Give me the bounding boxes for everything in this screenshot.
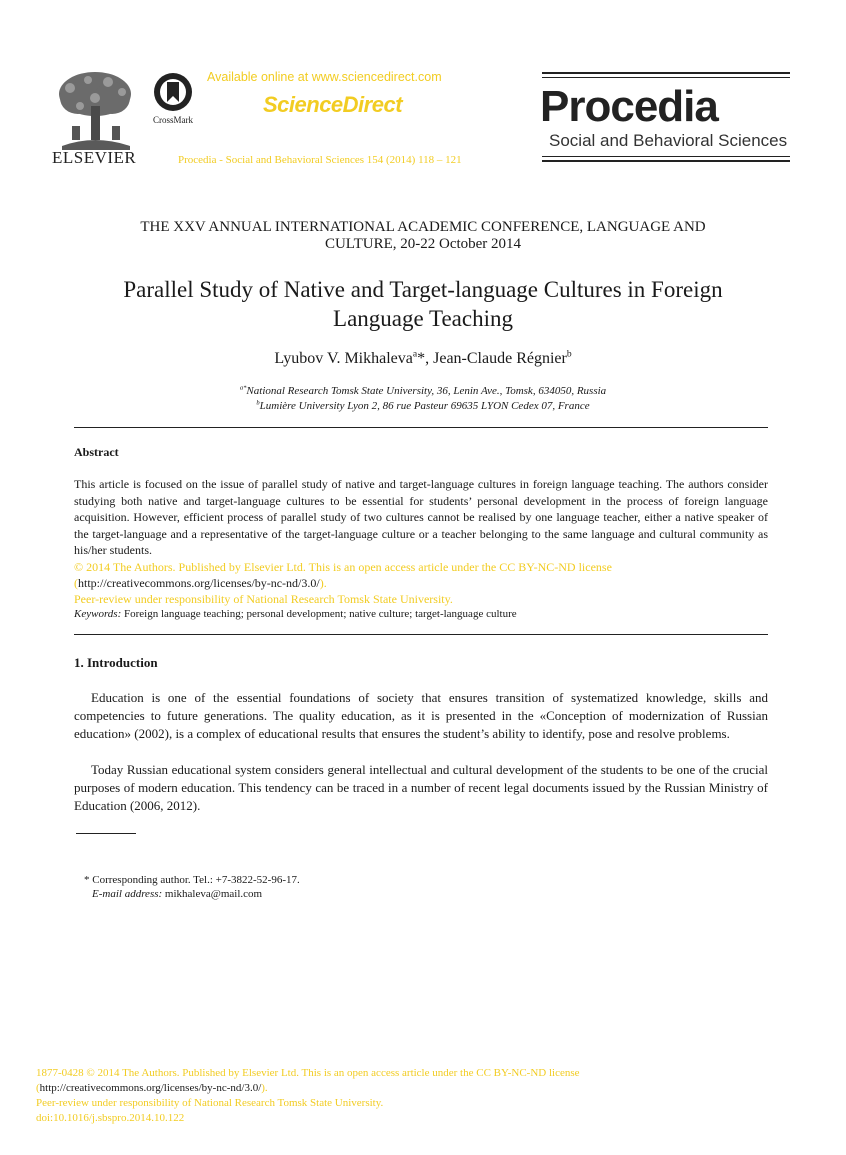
abstract-heading: Abstract xyxy=(74,445,119,459)
affiliation-b: $^b$Lumière University Lyon 2, 86 rue Pasteur 69635 LYON Cedex 07, France xyxy=(256,399,590,412)
sciencedirect-logo[interactable]: ScienceDirect xyxy=(263,92,403,117)
affiliation-b-sup: b xyxy=(256,399,260,407)
affiliation-a-sup: a* xyxy=(239,384,247,392)
paper-title xyxy=(60,275,786,333)
paper-title-line-2: Language Teaching xyxy=(333,306,513,331)
journal-reference: Procedia - Social and Behavioral Sciences 154 (2014) 118 – 121 xyxy=(178,154,462,166)
procedia-top-rule-2 xyxy=(542,77,790,78)
conference-line-1: THE XXV ANNUAL INTERNATIONAL ACADEMIC CONFERENCE, LANGUAGE AND xyxy=(140,219,706,235)
footer-license-line: 1877-0428 © 2014 The Authors. Published by Elsevier Ltd. This is an open access article under the CC BY-NC-ND license xyxy=(36,1067,580,1079)
introduction-paragraph-1: Education is one of the essential foundations of society that ensures transition of systematized knowledge, skills and competencies to future generations. The quality education, as it is presented in the «Conception of modernization of Russian education» (2002), is a complex of educational results that ensures the student’s ability to identify, pose and resolve problems. xyxy=(74,690,768,741)
author-1-sup: a xyxy=(412,348,418,360)
footer-doi[interactable]: doi:10.1016/j.sbspro.2014.10.122 xyxy=(36,1112,185,1124)
footer xyxy=(36,1066,736,1126)
footnote-corresponding: * Corresponding author. Tel.: +7-3822-52-96-17. xyxy=(84,874,300,886)
footer-peer-review: Peer-review under responsibility of National Research Tomsk State University. xyxy=(36,1097,384,1109)
license-link[interactable]: http://creativecommons.org/licenses/by-nc-nd/3.0/ xyxy=(78,576,320,590)
footnote-email-label: E-mail address: xyxy=(92,888,163,900)
footer-license-link[interactable]: http://creativecommons.org/licenses/by-nc-nd/3.0/ xyxy=(39,1082,262,1094)
conference-line-2: CULTURE, 20-22 October 2014 xyxy=(324,236,522,252)
available-online-text[interactable]: Available online at www.sciencedirect.com xyxy=(207,70,442,84)
footnote-email[interactable]: mikhaleva@mail.com xyxy=(162,888,263,900)
crossmark-icon xyxy=(153,72,193,112)
abstract-peer-review: Peer-review under responsibility of National Research Tomsk State University. xyxy=(74,592,453,606)
introduction-heading: 1. Introduction xyxy=(74,655,158,670)
keywords-list: Foreign language teaching; personal development; native culture; target-language culture xyxy=(121,608,517,620)
introduction-paragraph-2: Today Russian educational system considers general intellectual and cultural development of the students to be one of the crucial purposes of modern education. This tendency can be traced in a number of recent legal documents issued by the Russian Ministry of Education (2006, 2012). xyxy=(74,762,768,813)
procedia-bottom-rule xyxy=(542,156,790,157)
crossmark-badge[interactable] xyxy=(148,72,198,124)
abstract-bottom-rule xyxy=(74,634,768,635)
crossmark-label: CrossMark xyxy=(153,115,193,125)
elsevier-logo xyxy=(50,68,140,168)
footnote xyxy=(84,873,300,901)
paper-title-line-1: Parallel Study of Native and Target-language Cultures in Foreign xyxy=(123,277,723,302)
author-1: Lyubov V. Mikhaleva xyxy=(274,350,413,367)
abstract-copyright: © 2014 The Authors. Published by Elsevier Ltd. This is an open access article under the CC BY-NC-ND license xyxy=(74,560,612,574)
procedia-top-rule xyxy=(542,72,790,74)
elsevier-wordmark: ELSEVIER xyxy=(52,148,137,167)
procedia-bottom-rule-2 xyxy=(542,160,790,162)
keywords-label: Keywords: xyxy=(74,608,122,620)
affiliation-a: $^{a*}$National Research Tomsk State University, 36, Lenin Ave., Tomsk, 634050, Russia xyxy=(239,384,607,397)
procedia-subtitle: Social and Behavioral Sciences xyxy=(549,131,788,150)
abstract-keywords xyxy=(74,606,517,623)
footnote-rule xyxy=(76,833,136,834)
authors xyxy=(60,350,786,368)
affiliations xyxy=(60,384,786,414)
abstract-license: (http://creativecommons.org/licenses/by-nc-nd/3.0/). xyxy=(74,576,327,590)
conference-title xyxy=(60,219,786,253)
footer-license-url-line: (http://creativecommons.org/licenses/by-nc-nd/3.0/). xyxy=(36,1082,268,1094)
elsevier-tree-icon xyxy=(50,68,140,150)
abstract-text: This article is focused on the issue of parallel study of native and target-language cultures in foreign language teaching. The authors consider studying both native and target-language cultures to be essential for students’ personal development in the process of foreign language acquisition. However, efficient process of parallel study of two cultures cannot be realised by one language teacher, either a native speaker of the target-language and a representative of the target-language culture or a teacher belonging to the same language and cultural community as his/her students. xyxy=(74,477,768,557)
author-separator: *, Jean-Claude Régnier xyxy=(417,350,567,367)
author-2-sup: b xyxy=(566,348,572,360)
abstract-top-rule xyxy=(74,427,768,428)
procedia-title: Procedia xyxy=(540,82,718,131)
